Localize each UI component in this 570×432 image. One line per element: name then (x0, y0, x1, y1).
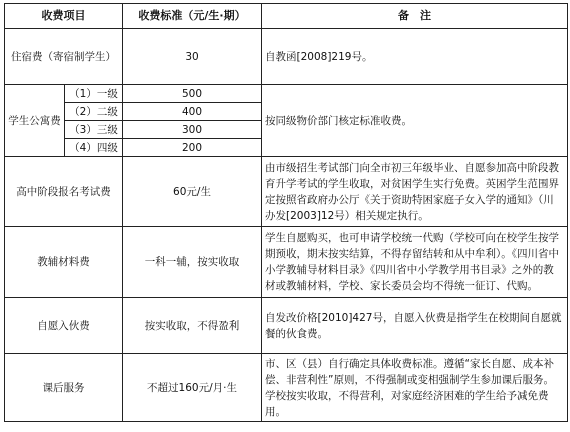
header-item: 收费项目 (5, 4, 123, 29)
dorm-level-3: （3）三级 (65, 121, 123, 139)
books-item: 教辅材料费 (5, 227, 123, 298)
meals-standard: 按实收取，不得盈利 (123, 298, 262, 354)
lodging-standard: 30 (123, 29, 262, 85)
fee-table (4, 3, 568, 422)
dorm-level-2: （2）二级 (65, 103, 123, 121)
afterschool-note: 市、区（县）自行确定具体收费标准。遵循“家长自愿、成本补偿、非营利性”原则，不得强制或变相强制学生参加课后服务。学校按实收取，不得营利，对家庭经济困难的学生给予减免费用。 (262, 354, 568, 422)
lodging-item: 住宿费（寄宿制学生） (5, 29, 123, 85)
dorm-price-1: 500 (123, 85, 262, 103)
meals-note: 自发改价格[2010]427号，自愿入伙费是指学生在校期间自愿就餐的伙食费。 (262, 298, 568, 354)
books-standard: 一科一辅，按实收取 (123, 227, 262, 298)
table-row-books (5, 227, 568, 298)
afterschool-standard: 不超过160元/月·生 (123, 354, 262, 422)
table-row-dorm-1 (5, 85, 568, 103)
header-note: 备 注 (262, 4, 568, 29)
table-row-meals (5, 298, 568, 354)
dorm-level-4: （4）四级 (65, 139, 123, 157)
header-standard: 收费标准（元/生·期） (123, 4, 262, 29)
exam-standard: 60元/生 (123, 157, 262, 227)
meals-item: 自愿入伙费 (5, 298, 123, 354)
books-note: 学生自愿购买，也可申请学校统一代购（学校可向在校学生按学期预收，期末按实结算，不得存留结转和从中牟利）。《四川省中小学教辅导材料目录》《四川省中小学教学用书目录》之外的教材或教辅材料，学校、家长委员会均不得统一征订、代购。 (262, 227, 568, 298)
dorm-price-4: 200 (123, 139, 262, 157)
table-row-afterschool (5, 354, 568, 422)
dorm-price-3: 300 (123, 121, 262, 139)
lodging-note: 自教函[2008]219号。 (262, 29, 568, 85)
exam-item: 高中阶段报名考试费 (5, 157, 123, 227)
dorm-item: 学生公寓费 (5, 85, 65, 157)
dorm-level-1: （1）一级 (65, 85, 123, 103)
afterschool-item: 课后服务 (5, 354, 123, 422)
table-row-exam (5, 157, 568, 227)
dorm-price-2: 400 (123, 103, 262, 121)
header-row (5, 4, 568, 29)
exam-note: 由市级招生考试部门向全市初三年级毕业、自愿参加高中阶段教育升学考试的学生收取，对贫困学生实行免费。英困学生范围界定按照省政府办公厅《关于资助特困家庭子女入学的通知》（川办发[2003]12号）相关规定执行。 (262, 157, 568, 227)
table-row-lodging (5, 29, 568, 85)
dorm-note: 按同级物价部门核定标准收费。 (262, 85, 568, 157)
